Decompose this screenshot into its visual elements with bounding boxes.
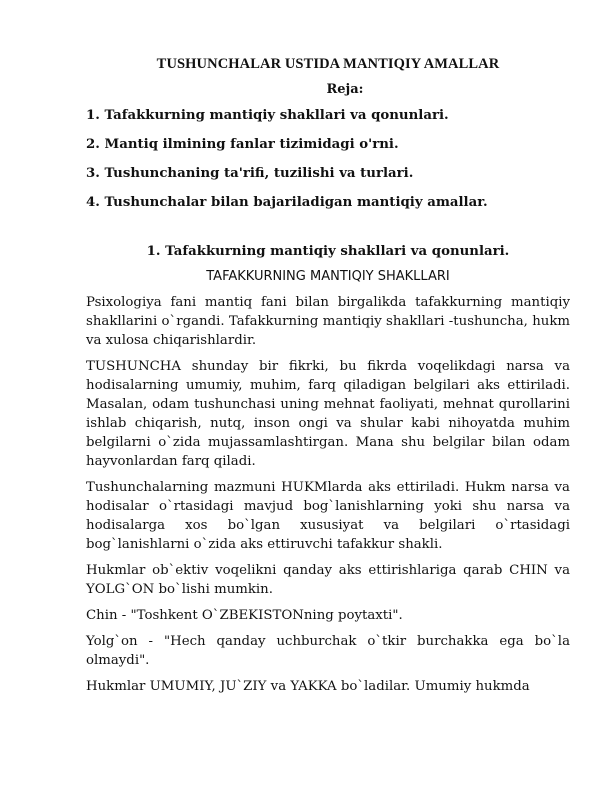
body-paragraph: Yolg`on - "Hech qanday uchburchak o`tkir burchakka ega bo`la olmaydi". — [86, 634, 570, 668]
plan-item: 2. Mantiq ilmining fanlar tizimidagi o'rni. — [86, 137, 399, 152]
body-paragraph: Hukmlar UMUMIY, JU`ZIY va YAKKA bo`ladilar. Umumiy hukmda — [86, 679, 530, 694]
body-paragraph: Chin - "Toshkent O`ZBEKISTONning poytaxti". — [86, 608, 403, 623]
document-title: TUSHUNCHALAR USTIDA MANTIQIY AMALLAR — [156, 56, 500, 72]
plan-item: 4. Tushunchalar bilan bajariladigan mantiqiy amallar. — [86, 195, 488, 210]
body-paragraph: Psixologiya fani mantiq fani bilan birgalikda tafakkurning mantiqiy shakllarini o`rgandi. Tafakkurning mantiqiy shakllari -tushuncha, hukm va xulosa chiqarishlardir. — [86, 295, 570, 348]
plan-item: 3. Tushunchaning ta'rifi, tuzilishi va turlari. — [86, 166, 414, 181]
section-heading: 1. Tafakkurning mantiqiy shakllari va qonunlari. — [146, 244, 510, 259]
body-paragraph: TUSHUNCHA shunday bir fikrki, bu fikrda voqelikdagi narsa va hodisalarning umumiy, muhim, farq qiladigan belgilari aks ettiriladi. Masalan, odam tushunchasi uning mehnat faoliyati, mehnat qurollarini ishlab chiqarish, nutq, inson ongi va shular kabi nihoyatda muhim belgilarni o`zida mujassamlashtirgan. Mana shu belgilar bilan odam hayvonlardan farq qiladi. — [86, 359, 570, 469]
plan-heading: Reja: — [326, 82, 364, 97]
section-subheading: TAFAKKURNING MANTIQIY SHAKLLARI — [206, 269, 450, 284]
plan-item: 1. Tafakkurning mantiqiy shakllari va qonunlari. — [86, 108, 449, 123]
body-paragraph: Tushunchalarning mazmuni HUKMlarda aks ettiriladi. Hukm narsa va hodisalar o`rtasidagi mavjud bog`lanishlarning yoki shu narsa va hodisalarga xos bo`lgan xususiyat va belgilari o`rtasidagi bog`lanishlarni o`zida aks ettiruvchi tafakkur shakli. — [86, 480, 570, 552]
body-paragraph: Hukmlar ob`ektiv voqelikni qanday aks ettirishlariga qarab CHIN va YOLG`ON bo`lishi mumkin. — [86, 563, 570, 597]
plan-list — [86, 107, 570, 212]
document-page — [86, 56, 570, 703]
